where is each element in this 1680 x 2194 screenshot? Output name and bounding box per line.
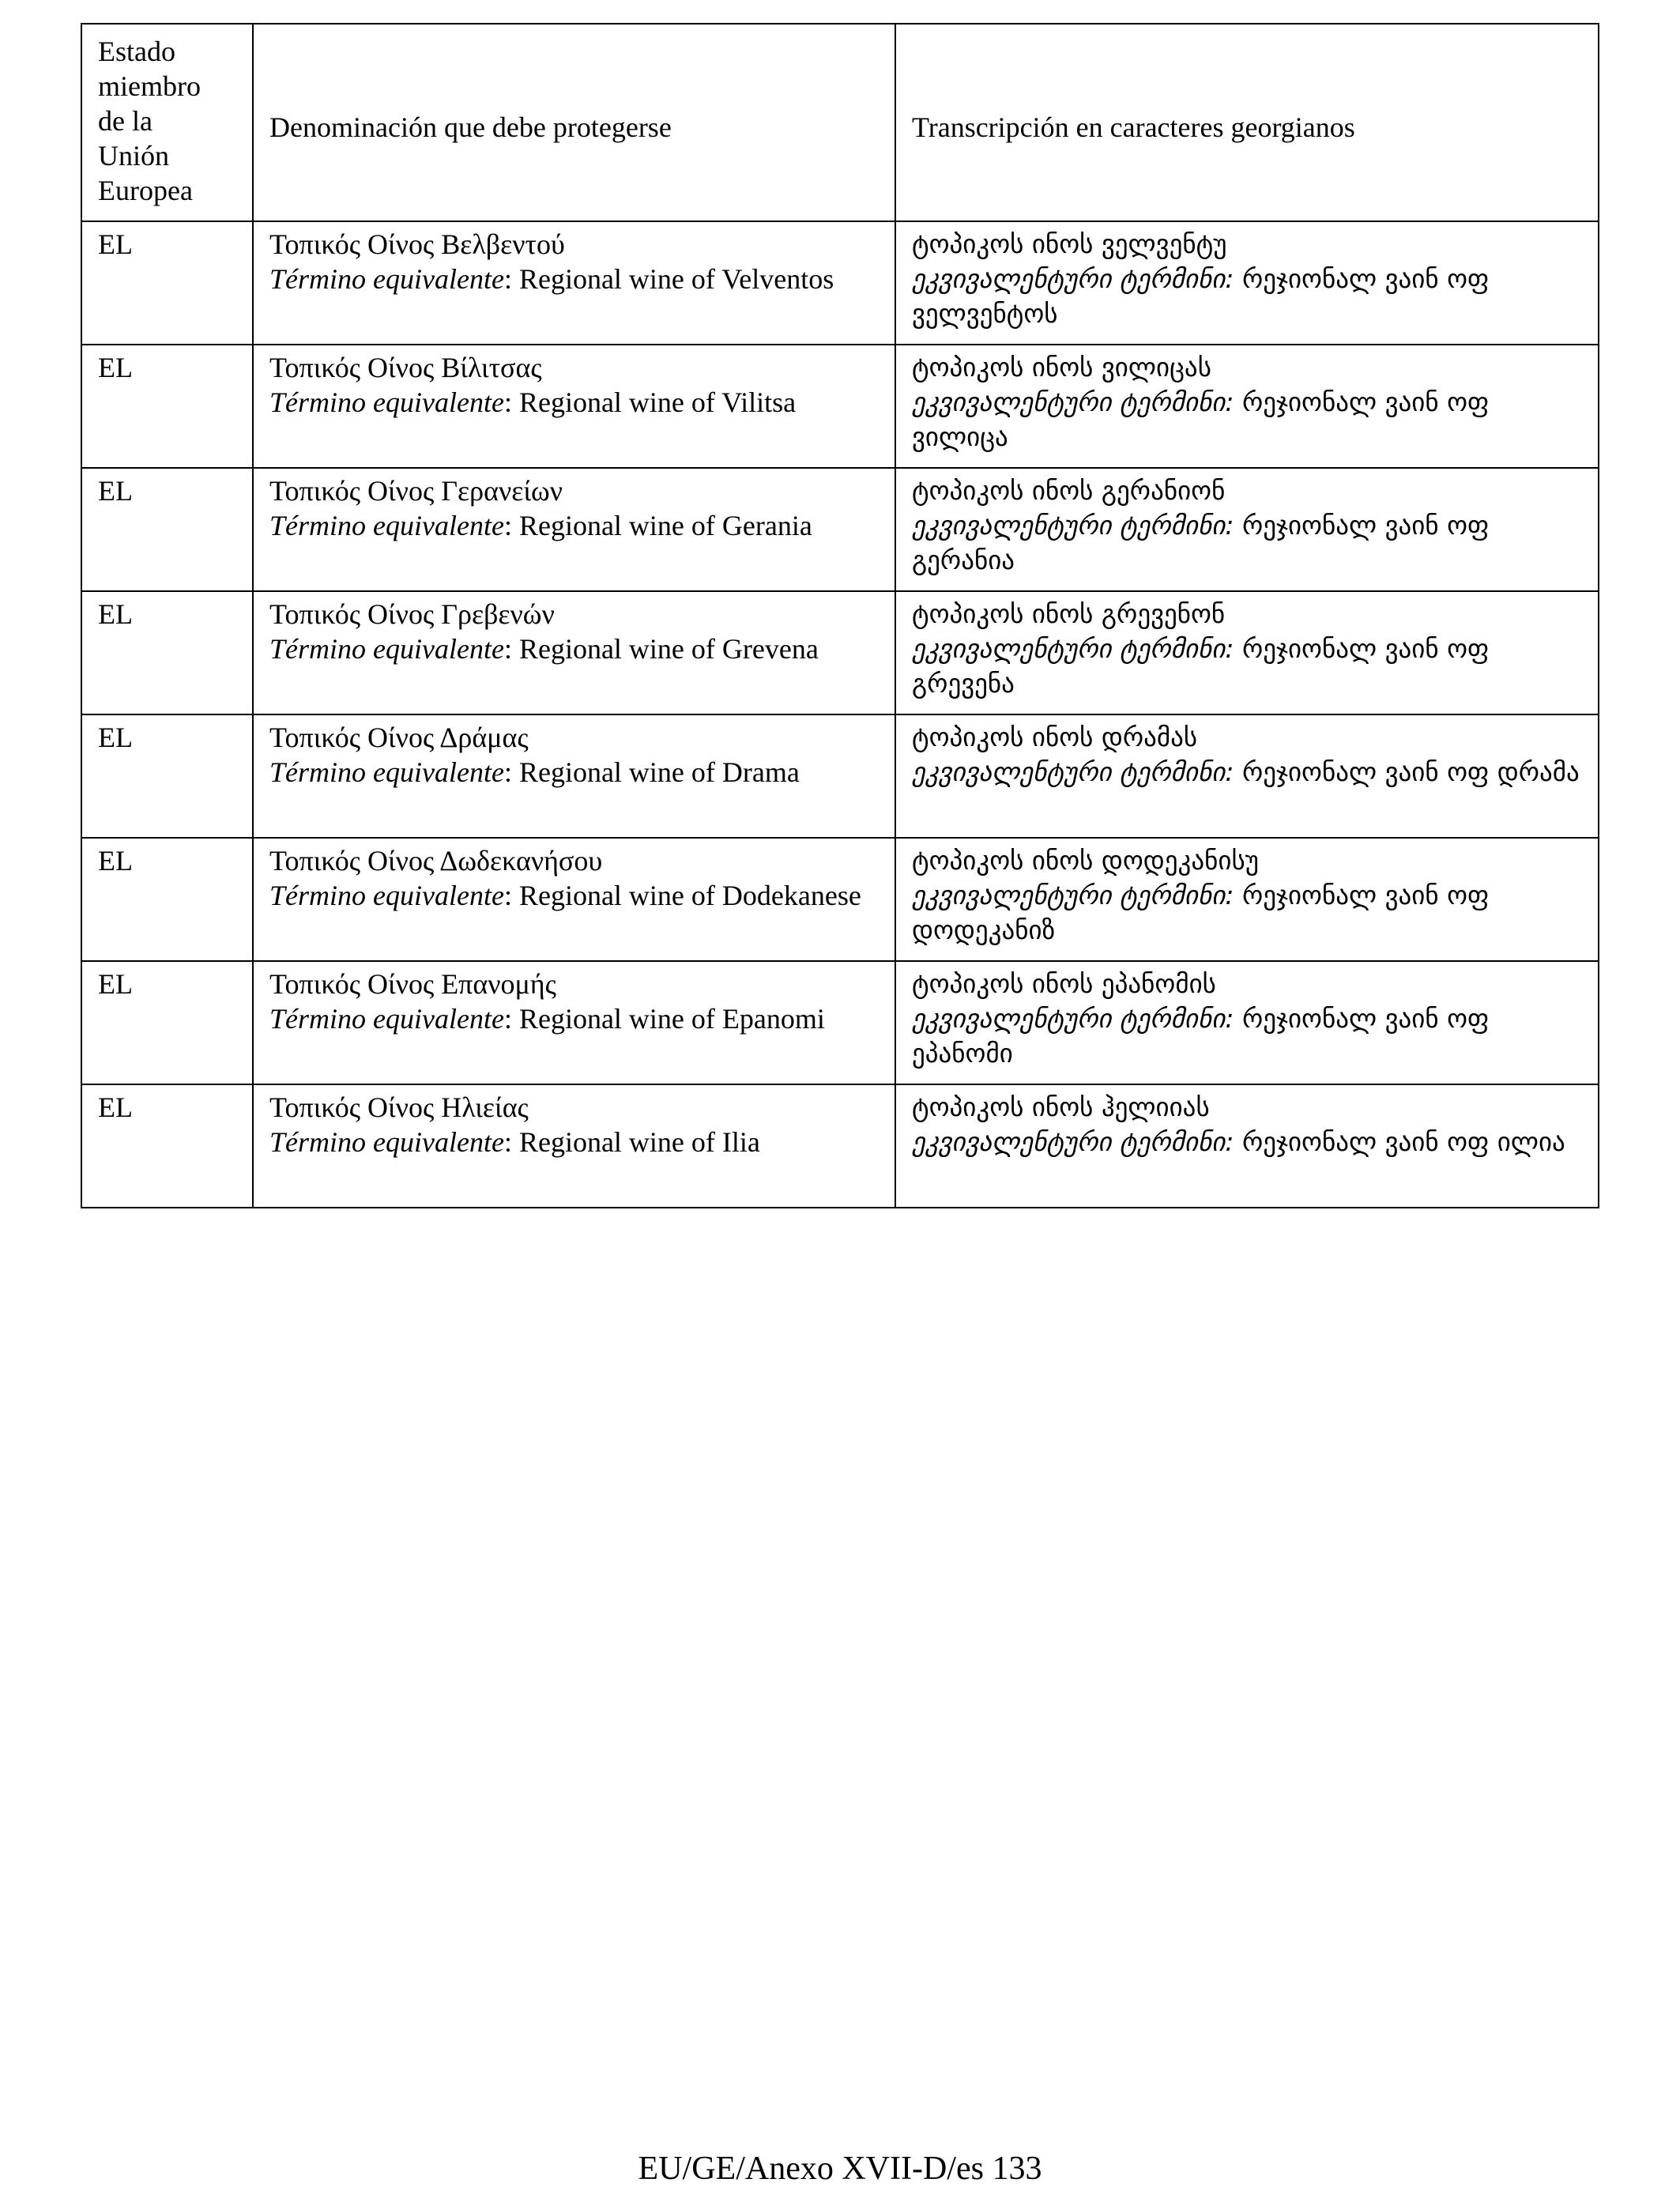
equivalent-term-label: Término equivalente [269, 510, 504, 541]
page-footer-reference: EU/GE/Anexo XVII-D/es 133 [638, 2151, 1042, 2187]
header-member-state-line: Estado [98, 36, 175, 67]
georgian-equivalent-label: ეკვივალენტური ტერმინი: [912, 263, 1234, 294]
member-state-code: EL [98, 722, 133, 753]
denomination-cell [253, 1084, 895, 1208]
greek-name: Τοπικός Οίνος Βίλιτσας [269, 352, 542, 383]
table-row [81, 1084, 1599, 1208]
member-state-code: EL [98, 598, 133, 630]
equivalent-term [269, 755, 879, 790]
member-state-cell [81, 1084, 253, 1208]
greek-name: Τοπικός Οίνος Βελβεντού [269, 228, 565, 260]
protected-names-table [81, 23, 1599, 1208]
table-row [81, 714, 1599, 838]
georgian-name: ტოპიკოს ინოს გრევენონ [912, 598, 1226, 629]
denomination-cell [253, 468, 895, 591]
georgian-equivalent-term: რეჯიონალ ვაინ ოფ გერანია [912, 510, 1490, 575]
equivalent-term-label: Término equivalente [269, 263, 504, 295]
header-denomination: Denominación que debe protegerse [253, 24, 895, 221]
greek-name: Τοπικός Οίνος Γρεβενών [269, 598, 555, 630]
english-equivalent: Regional wine of Gerania [518, 510, 812, 541]
equivalent-colon: : [503, 1126, 519, 1158]
equivalent-term [269, 631, 879, 666]
georgian-equivalent-label: ეკვივალენტური ტერმინი: [912, 756, 1234, 787]
equivalent-term [269, 878, 879, 913]
georgian-name: ტოპიკოს ინოს გერანიონ [912, 475, 1226, 506]
equivalent-term [269, 385, 879, 420]
georgian-equivalent [912, 262, 1582, 331]
header-transcription: Transcripción en caracteres georgianos [895, 24, 1599, 221]
header-member-state [81, 24, 253, 221]
transcription-cell [895, 714, 1599, 838]
georgian-equivalent-label: ეკვივალენტური ტერმინი: [912, 880, 1234, 910]
denomination-cell [253, 838, 895, 961]
equivalent-term-label: Término equivalente [269, 756, 504, 788]
equivalent-term-label: Término equivalente [269, 386, 504, 418]
georgian-name: ტოპიკოს ინოს ჰელიიას [912, 1091, 1210, 1122]
member-state-cell [81, 838, 253, 961]
member-state-code: EL [98, 968, 133, 1000]
member-state-cell [81, 468, 253, 591]
equivalent-term [269, 1125, 879, 1159]
georgian-equivalent [912, 755, 1582, 790]
greek-name: Τοπικός Οίνος Ηλιείας [269, 1091, 529, 1123]
transcription-cell [895, 468, 1599, 591]
equivalent-term-label: Término equivalente [269, 1003, 504, 1035]
georgian-equivalent-label: ეკვივალენტური ტერმინი: [912, 386, 1234, 417]
english-equivalent: Regional wine of Ilia [518, 1126, 760, 1158]
georgian-equivalent-label: ეკვივალენტური ტერმინი: [912, 1126, 1234, 1157]
member-state-cell [81, 221, 253, 345]
english-equivalent: Regional wine of Dodekanese [518, 880, 861, 911]
transcription-cell [895, 591, 1599, 714]
georgian-equivalent-term: რეჯიონალ ვაინ ოფ გრევენა [912, 633, 1490, 699]
table-row [81, 468, 1599, 591]
greek-name: Τοπικός Οίνος Γερανείων [269, 475, 563, 507]
transcription-cell [895, 961, 1599, 1084]
equivalent-colon: : [503, 633, 519, 665]
transcription-cell [895, 221, 1599, 345]
greek-name: Τοπικός Οίνος Δωδεκανήσου [269, 845, 603, 876]
header-member-state-line: Unión [98, 140, 169, 172]
georgian-equivalent-term: რეჯიონალ ვაინ ოფ ვილიცა [912, 386, 1490, 452]
table-row [81, 345, 1599, 468]
member-state-cell [81, 591, 253, 714]
member-state-code: EL [98, 475, 133, 507]
georgian-equivalent-label: ეკვივალენტური ტერმინი: [912, 510, 1234, 541]
georgian-name: ტოპიკოს ინოს ვილიცას [912, 352, 1211, 383]
transcription-cell [895, 1084, 1599, 1208]
member-state-code: EL [98, 1091, 133, 1123]
table-row [81, 591, 1599, 714]
table-header-row [81, 24, 1599, 221]
table-row [81, 838, 1599, 961]
table-row [81, 961, 1599, 1084]
greek-name: Τοπικός Οίνος Επανομής [269, 968, 556, 1000]
georgian-equivalent [912, 508, 1582, 578]
denomination-cell [253, 591, 895, 714]
member-state-code: EL [98, 228, 133, 260]
georgian-equivalent-term: რეჯიონალ ვაინ ოფ ეპანომი [912, 1003, 1490, 1069]
denomination-cell [253, 345, 895, 468]
equivalent-term [269, 262, 879, 296]
english-equivalent: Regional wine of Grevena [518, 633, 819, 665]
georgian-equivalent-term: რეჯიონალ ვაინ ოფ დრამა [1241, 756, 1580, 787]
georgian-equivalent-term: რეჯიონალ ვაინ ოფ ველვენტოს [912, 263, 1490, 329]
equivalent-colon: : [503, 386, 519, 418]
georgian-equivalent [912, 385, 1582, 454]
denomination-cell [253, 221, 895, 345]
equivalent-term [269, 1001, 879, 1036]
member-state-cell [81, 345, 253, 468]
georgian-equivalent-label: ეკვივალენტური ტერმინი: [912, 1003, 1234, 1034]
georgian-equivalent [912, 631, 1582, 701]
greek-name: Τοπικός Οίνος Δράμας [269, 722, 529, 753]
georgian-name: ტოპიკოს ინოს ველვენტუ [912, 228, 1227, 259]
transcription-cell [895, 838, 1599, 961]
english-equivalent: Regional wine of Drama [518, 756, 800, 788]
equivalent-term-label: Término equivalente [269, 1126, 504, 1158]
header-member-state-line: miembro [98, 70, 201, 102]
georgian-equivalent [912, 1001, 1582, 1071]
english-equivalent: Regional wine of Epanomi [518, 1003, 825, 1035]
georgian-name: ტოპიკოს ინოს დრამას [912, 722, 1198, 752]
header-member-state-line: Europea [98, 175, 193, 206]
member-state-code: EL [98, 845, 133, 876]
header-member-state-line: de la [98, 105, 153, 137]
member-state-cell [81, 714, 253, 838]
georgian-equivalent-label: ეკვივალენტური ტერმინი: [912, 633, 1234, 664]
table-row [81, 221, 1599, 345]
member-state-code: EL [98, 352, 133, 383]
equivalent-colon: : [503, 510, 519, 541]
transcription-cell [895, 345, 1599, 468]
equivalent-colon: : [503, 263, 519, 295]
equivalent-term-label: Término equivalente [269, 880, 504, 911]
equivalent-term-label: Término equivalente [269, 633, 504, 665]
table-body [81, 221, 1599, 1208]
equivalent-colon: : [503, 756, 519, 788]
georgian-equivalent-term: რეჯიონალ ვაინ ოფ დოდეკანიზ [912, 880, 1490, 945]
denomination-cell [253, 961, 895, 1084]
georgian-equivalent [912, 1125, 1582, 1159]
georgian-equivalent [912, 878, 1582, 948]
english-equivalent: Regional wine of Vilitsa [518, 386, 797, 418]
english-equivalent: Regional wine of Velventos [518, 263, 834, 295]
equivalent-colon: : [503, 880, 519, 911]
member-state-cell [81, 961, 253, 1084]
equivalent-term [269, 508, 879, 543]
denomination-cell [253, 714, 895, 838]
georgian-name: ტოპიკოს ინოს ეპანომის [912, 968, 1216, 999]
georgian-equivalent-term: რეჯიონალ ვაინ ოფ ილია [1241, 1126, 1565, 1157]
georgian-name: ტოპიკოს ინოს დოდეკანისუ [912, 845, 1259, 876]
equivalent-colon: : [503, 1003, 519, 1035]
